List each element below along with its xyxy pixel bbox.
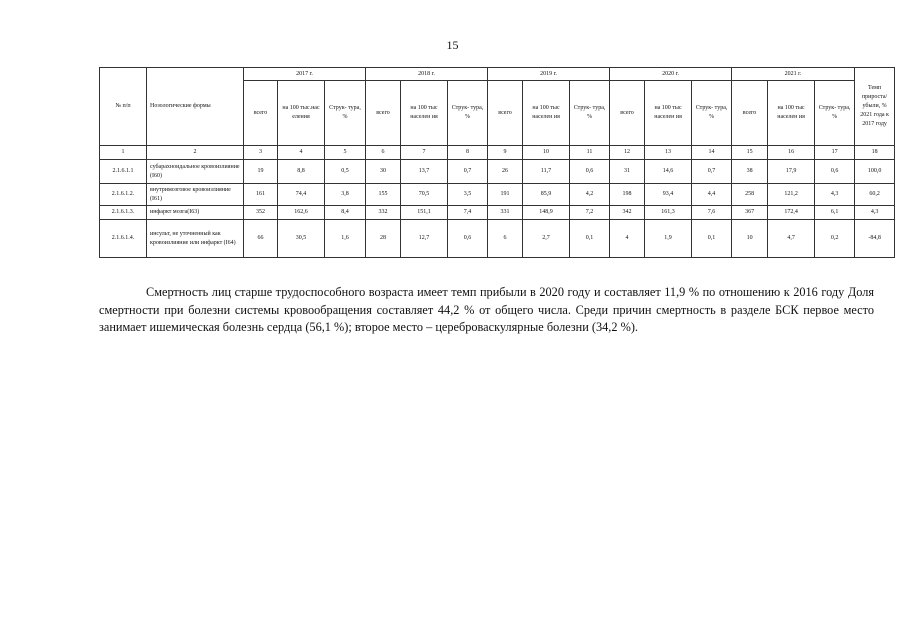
subheader-cell: Струк- тура, %: [325, 81, 366, 146]
subheader-cell: на 100 тыс населен ия: [768, 81, 815, 146]
value-cell: 0,7: [692, 160, 732, 184]
value-cell: 28: [366, 220, 401, 258]
value-cell: 4: [610, 220, 645, 258]
header-year: 2019 г.: [488, 68, 610, 81]
subheader-cell: на 100 тыс населен ия: [401, 81, 448, 146]
value-cell: 8,4: [325, 206, 366, 220]
column-index-cell: 12: [610, 146, 645, 160]
value-cell: 4,3: [815, 184, 855, 206]
column-index-cell: 18: [855, 146, 895, 160]
header-year: 2020 г.: [610, 68, 732, 81]
subheader-cell: на 100 тыс населен ия: [523, 81, 570, 146]
subheader-cell: всего: [732, 81, 768, 146]
value-cell: 0,5: [325, 160, 366, 184]
header-num: № п/п: [100, 68, 147, 146]
row-number: 2.1.6.1.3.: [100, 206, 147, 220]
value-cell: 121,2: [768, 184, 815, 206]
value-cell: 60,2: [855, 184, 895, 206]
column-index-cell: 15: [732, 146, 768, 160]
value-cell: 148,9: [523, 206, 570, 220]
row-form: внутримозговое кровоизлияние (I61): [147, 184, 244, 206]
value-cell: 7,4: [448, 206, 488, 220]
header-growth: Темп прироста/ убыли, % 2021 года к 2017 году: [855, 68, 895, 146]
column-index-cell: 2: [147, 146, 244, 160]
value-cell: 13,7: [401, 160, 448, 184]
value-cell: 38: [732, 160, 768, 184]
column-index-cell: 6: [366, 146, 401, 160]
value-cell: 0,6: [570, 160, 610, 184]
table-row: [100, 184, 895, 206]
value-cell: 74,4: [278, 184, 325, 206]
subheader-cell: всего: [488, 81, 523, 146]
column-index-cell: 16: [768, 146, 815, 160]
table-row: [100, 220, 895, 258]
column-index-cell: 8: [448, 146, 488, 160]
value-cell: 26: [488, 160, 523, 184]
value-cell: 0,6: [448, 220, 488, 258]
table-row: [100, 160, 895, 184]
value-cell: 17,9: [768, 160, 815, 184]
value-cell: 7,6: [692, 206, 732, 220]
value-cell: 352: [244, 206, 278, 220]
value-cell: 342: [610, 206, 645, 220]
value-cell: 4,2: [570, 184, 610, 206]
row-form: инсульт, не уточненный как кровоизлияние или инфаркт (I64): [147, 220, 244, 258]
value-cell: 70,5: [401, 184, 448, 206]
value-cell: 162,6: [278, 206, 325, 220]
value-cell: 10: [732, 220, 768, 258]
value-cell: 4,7: [768, 220, 815, 258]
value-cell: 0,1: [570, 220, 610, 258]
value-cell: 31: [610, 160, 645, 184]
row-number: 2.1.6.1.4.: [100, 220, 147, 258]
value-cell: 367: [732, 206, 768, 220]
value-cell: 0,2: [815, 220, 855, 258]
header-year: 2018 г.: [366, 68, 488, 81]
column-index-cell: 14: [692, 146, 732, 160]
value-cell: 8,8: [278, 160, 325, 184]
value-cell: 30: [366, 160, 401, 184]
subheader-cell: на 100 тыс населен ия: [645, 81, 692, 146]
column-index-cell: 10: [523, 146, 570, 160]
value-cell: 11,7: [523, 160, 570, 184]
subheader-cell: Струк- тура, %: [692, 81, 732, 146]
column-index-cell: 1: [100, 146, 147, 160]
subheader-cell: всего: [244, 81, 278, 146]
value-cell: 7,2: [570, 206, 610, 220]
subheader-cell: Струк- тура, %: [815, 81, 855, 146]
value-cell: 151,1: [401, 206, 448, 220]
value-cell: 14,6: [645, 160, 692, 184]
value-cell: 155: [366, 184, 401, 206]
value-cell: 3,5: [448, 184, 488, 206]
value-cell: 93,4: [645, 184, 692, 206]
column-index-cell: 4: [278, 146, 325, 160]
subheader-cell: всего: [610, 81, 645, 146]
value-cell: 1,9: [645, 220, 692, 258]
value-cell: 191: [488, 184, 523, 206]
value-cell: 4,3: [855, 206, 895, 220]
value-cell: 331: [488, 206, 523, 220]
row-form: инфаркт мозга(I63): [147, 206, 244, 220]
header-year: 2021 г.: [732, 68, 855, 81]
value-cell: 6: [488, 220, 523, 258]
value-cell: 332: [366, 206, 401, 220]
column-index-cell: 11: [570, 146, 610, 160]
value-cell: 30,5: [278, 220, 325, 258]
row-number: 2.1.6.1.2.: [100, 184, 147, 206]
value-cell: 198: [610, 184, 645, 206]
value-cell: 161,3: [645, 206, 692, 220]
value-cell: 66: [244, 220, 278, 258]
value-cell: 161: [244, 184, 278, 206]
header-form: Нозологические формы: [147, 68, 244, 146]
value-cell: 258: [732, 184, 768, 206]
value-cell: 2,7: [523, 220, 570, 258]
value-cell: -84,8: [855, 220, 895, 258]
column-index-cell: 5: [325, 146, 366, 160]
value-cell: 1,6: [325, 220, 366, 258]
column-index-cell: 17: [815, 146, 855, 160]
value-cell: 3,8: [325, 184, 366, 206]
column-index-cell: 7: [401, 146, 448, 160]
body-paragraph: Смертность лиц старше трудоспособного возраста имеет темп прибыли в 2020 году и составляет 11,9 % по отношению к 2016 году Доля смертности при болезни системы кровообращения составляет 44,2 % от общего числа. Среди причин смертность в разделе БСК первое место занимает ишемическая болезнь сердца (56,1 %); второе место – цереброваскулярные болезни (34,2 %).: [99, 285, 874, 334]
value-cell: 0,7: [448, 160, 488, 184]
page-number: 15: [446, 38, 459, 52]
mortality-table: [99, 67, 895, 258]
value-cell: 100,0: [855, 160, 895, 184]
value-cell: 85,9: [523, 184, 570, 206]
value-cell: 0,6: [815, 160, 855, 184]
column-index-cell: 9: [488, 146, 523, 160]
value-cell: 12,7: [401, 220, 448, 258]
header-year: 2017 г.: [244, 68, 366, 81]
value-cell: 4,4: [692, 184, 732, 206]
subheader-cell: всего: [366, 81, 401, 146]
subheader-cell: Струк- тура, %: [448, 81, 488, 146]
table-row: [100, 206, 895, 220]
row-number: 2.1.6.1.1: [100, 160, 147, 184]
value-cell: 19: [244, 160, 278, 184]
value-cell: 6,1: [815, 206, 855, 220]
value-cell: 172,4: [768, 206, 815, 220]
column-index-cell: 13: [645, 146, 692, 160]
value-cell: 0,1: [692, 220, 732, 258]
row-form: субарахноидальное кровоизлияние (I60): [147, 160, 244, 184]
subheader-cell: Струк- тура, %: [570, 81, 610, 146]
column-index-cell: 3: [244, 146, 278, 160]
subheader-cell: на 100 тыс.нас еления: [278, 81, 325, 146]
